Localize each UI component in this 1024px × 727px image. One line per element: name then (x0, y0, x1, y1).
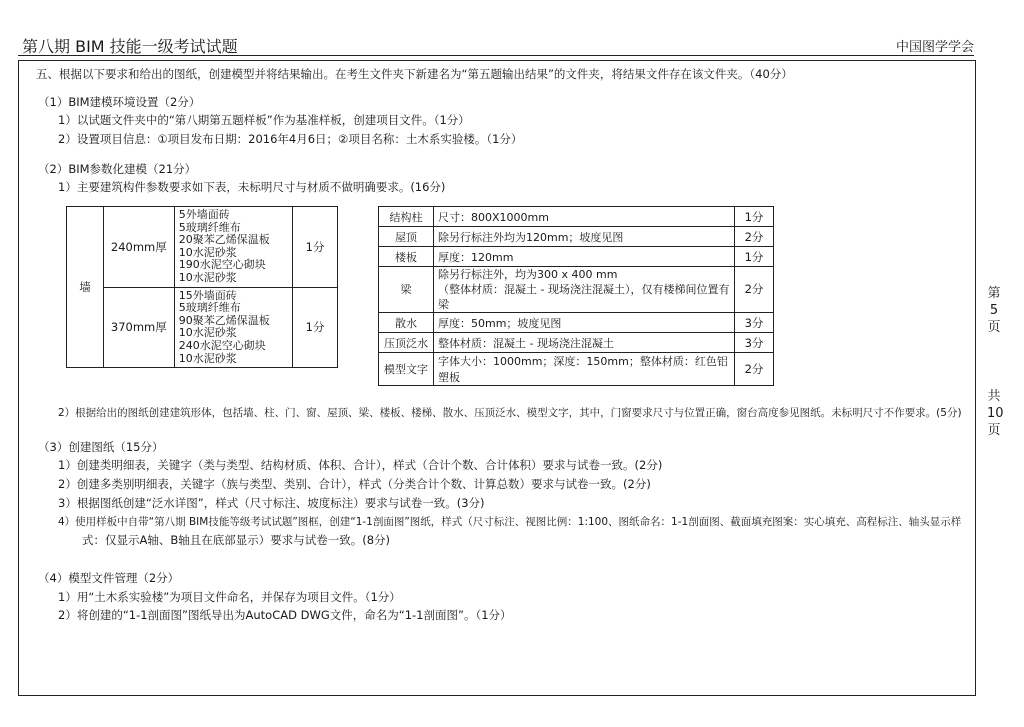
section-3-item-3: 3）根据图纸创建“泛水详图”，样式（尺寸标注、坡度标注）要求与试卷一致。(3分) (58, 496, 485, 510)
section-2-title: （2）BIM参数化建模（21分） (38, 162, 197, 176)
wall-layer: 10水泥砂浆 (178, 351, 237, 365)
component-score: 1分 (735, 247, 774, 267)
table-row (379, 247, 774, 267)
component-score: 2分 (735, 353, 774, 386)
component-name: 压顶泛水 (379, 333, 434, 353)
exam-title: 第八期 BIM 技能一级考试试题 (22, 37, 238, 56)
page-char: 第 (987, 286, 1001, 301)
section-4-item-2: 2）将创建的“1-1剖面图”图纸导出为AutoCAD DWG文件，命名为“1-1剖面图”。（1分） (58, 608, 512, 622)
component-name: 散水 (379, 313, 434, 333)
component-name: 梁 (379, 267, 434, 313)
wall-layer: 10水泥砂浆 (178, 270, 237, 284)
question-title: 五、根据以下要求和给出的图纸，创建模型并将结果输出。在考生文件夹下新建名为“第五题输出结果”的文件夹，将结果文件存在该文件夹。（40分） (36, 67, 793, 81)
requirement-line: 除另行标注外，均为300 x 400 mm (438, 268, 618, 281)
organization-name: 中国图学学会 (896, 40, 975, 55)
section-4-item-1: 1）用“土木系实验楼”为项目文件命名，并保存为项目文件。（1分） (58, 590, 401, 604)
component-requirement (434, 267, 735, 313)
wall-layer: 15外墙面砖 (178, 288, 237, 302)
section-4-title: （4）模型文件管理（2分） (38, 571, 180, 585)
wall-layer: 90聚苯乙烯保温板 (178, 313, 270, 327)
table-row (379, 207, 774, 227)
wall-layers (174, 207, 292, 288)
wall-thickness: 370mm厚 (103, 287, 174, 368)
page-char: 页 (987, 320, 1001, 335)
section-3-title: （3）创建图纸（15分） (38, 440, 164, 454)
page-number (987, 285, 1001, 336)
table-row (379, 313, 774, 333)
wall-thickness: 240mm厚 (103, 207, 174, 288)
wall-score: 1分 (293, 207, 338, 288)
wall-layer: 5外墙面砖 (178, 208, 230, 221)
component-requirement: 整体材质：混凝土 - 现场浇注混凝土 (434, 333, 735, 353)
table-row (67, 287, 338, 368)
requirement-line: （整体材质：混凝土 - 现场浇注混凝土），仅有楼梯间位置有梁 (438, 283, 730, 311)
wall-layer: 5玻璃纤维布 (178, 220, 241, 234)
section-2-item-1: 1）主要建筑构件参数要求如下表，未标明尺寸与材质不做明确要求。(16分) (58, 180, 446, 194)
wall-layer: 240水泥空心砌块 (178, 338, 266, 352)
table-row (379, 333, 774, 353)
section-1-item-2: 2）设置项目信息：①项目发布日期：2016年4月6日；②项目名称：土木系实验楼。（1分） (58, 132, 523, 146)
component-name: 屋顶 (379, 227, 434, 247)
page-total (987, 388, 1004, 439)
component-requirement: 字体大小：1000mm；深度：150mm；整体材质：红色铝塑板 (434, 353, 735, 386)
table-row (379, 227, 774, 247)
component-requirement: 尺寸：800X1000mm (434, 207, 735, 227)
wall-layer: 10水泥砂浆 (178, 326, 237, 340)
wall-layers (174, 287, 292, 368)
total-char: 共 (987, 389, 1001, 404)
component-name: 模型文字 (379, 353, 434, 386)
component-requirement: 厚度：50mm；坡度见图 (434, 313, 735, 333)
section-3-item-4-cont: 式：仅显示A轴、B轴且在底部显示）要求与试卷一致。(8分) (82, 533, 391, 547)
component-score: 3分 (735, 333, 774, 353)
section-3-item-2: 2）创建多类别明细表，关键字（族与类型、类别、合计），样式（分类合计个数、计算总数）要求与试卷一致。(2分) (58, 477, 651, 491)
wall-layer: 5玻璃纤维布 (178, 301, 241, 315)
wall-layer: 10水泥砂浆 (178, 245, 237, 259)
component-score: 3分 (735, 313, 774, 333)
table-row (379, 353, 774, 386)
component-score: 1分 (735, 207, 774, 227)
page-char: 5 (989, 303, 999, 318)
section-3-item-4: 4）使用样板中自带“第八期 BIM技能等级考试试题”图框，创建“1-1剖面图”图纸，样式（尺寸标注、视图比例：1:100、图纸命名：1-1剖面图、截面填充图案：实心填充、高程标注、轴头显示样 (58, 516, 962, 528)
component-table (378, 206, 774, 386)
section-1-title: （1）BIM建模环境设置（2分） (38, 95, 201, 109)
total-char: 10 (987, 406, 1004, 421)
table-row (67, 207, 338, 288)
table-row (379, 267, 774, 313)
wall-layer: 190水泥空心砌块 (178, 258, 266, 272)
component-requirement: 厚度：120mm (434, 247, 735, 267)
header-rule (18, 55, 974, 56)
total-char: 页 (987, 423, 1001, 438)
component-requirement: 除另行标注外均为120mm；坡度见图 (434, 227, 735, 247)
wall-table (66, 206, 338, 368)
component-score: 2分 (735, 227, 774, 247)
component-name: 结构柱 (379, 207, 434, 227)
wall-score: 1分 (293, 287, 338, 368)
section-3-item-1: 1）创建类明细表，关键字（类与类型、结构材质、体积、合计），样式（合计个数、合计体积）要求与试卷一致。(2分) (58, 458, 663, 472)
section-1-item-1: 1）以试题文件夹中的“第八期第五题样板”作为基准样板，创建项目文件。（1分） (58, 113, 470, 127)
component-score: 2分 (735, 267, 774, 313)
section-2-item-2: 2）根据给出的图纸创建建筑形体，包括墙、柱、门、窗、屋顶、梁、楼板、楼梯、散水、压顶泛水、模型文字，其中，门窗要求尺寸与位置正确，窗台高度参见图纸。未标明尺寸不作要求。(5分) (58, 407, 962, 419)
component-name: 楼板 (379, 247, 434, 267)
wall-layer: 20聚苯乙烯保温板 (178, 233, 270, 247)
wall-label: 墙 (67, 207, 104, 368)
